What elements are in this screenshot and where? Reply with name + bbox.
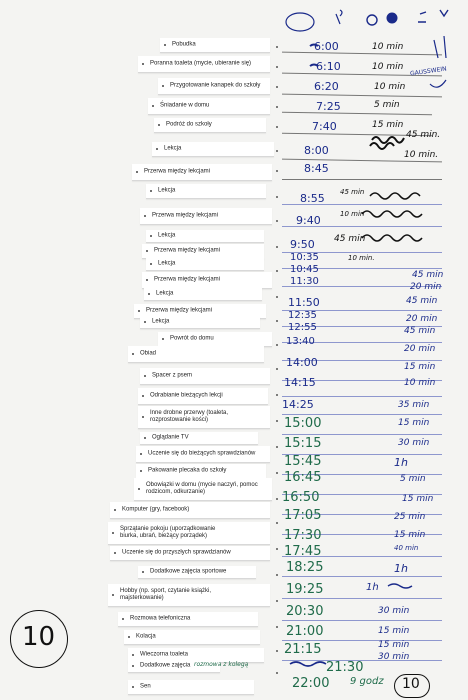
top-doodle-text: GAUSSWEIN — [409, 65, 448, 78]
time-entry: 22:00 — [292, 676, 330, 691]
duration-entry: 20 min — [410, 282, 442, 292]
time-entry: 15:15 — [284, 436, 322, 451]
duration-entry: 10 min. — [348, 254, 375, 262]
time-entry: 8:00 — [304, 144, 329, 157]
duration-entry: 35 min — [398, 400, 430, 410]
activity-label: Lekcja — [158, 260, 176, 267]
activity-label: Oglądanie TV — [152, 434, 189, 441]
activity-label: Obowiązki w domu (mycie naczyń, pomoc rodzicom, odkurzanie) — [146, 482, 258, 495]
activity-label: Sprzątanie pokoju (uporządkowanie biurka, ubrań, bieżący porządek) — [120, 526, 216, 539]
time-entry: 14:00 — [286, 356, 318, 369]
duration-entry: 45 min. — [406, 130, 441, 140]
time-entry: 21:30 — [326, 660, 364, 675]
duration-entry: 9 godz — [350, 676, 384, 687]
activity-label: Lekcja — [158, 232, 176, 239]
activity-label: Podróż do szkoły — [166, 121, 212, 128]
time-entry: 6:20 — [314, 80, 339, 93]
activity-label: Uczenie się do przyszłych sprawdzianów — [122, 549, 231, 556]
duration-entry: 30 min — [398, 438, 430, 448]
time-entry: 18:25 — [286, 560, 324, 575]
time-entry: 14:15 — [284, 376, 316, 389]
time-entry: 10:45 — [290, 264, 319, 275]
time-entry: 12:35 — [288, 310, 317, 321]
activity-label: Przygotowanie kanapek do szkoły — [170, 82, 261, 89]
duration-entry: 15 min — [372, 120, 404, 130]
duration-entry: 15 min — [402, 494, 434, 504]
duration-entry: 20 min — [404, 344, 436, 354]
activity-label: Lekcja — [164, 145, 182, 152]
time-entry: 21:00 — [286, 624, 324, 639]
time-entry: 10:35 — [290, 252, 319, 263]
activity-label: Wieczorna toaleta — [140, 651, 189, 658]
time-entry: 12:55 — [288, 322, 317, 333]
activity-label: Przerwa między lekcjami — [154, 276, 221, 283]
time-entry: 8:55 — [300, 192, 325, 205]
time-entry: 7:40 — [312, 120, 337, 133]
activity-label: Dodatkowe zajęcia — [140, 662, 191, 669]
time-entry: 17:30 — [284, 528, 322, 543]
duration-entry: 40 min — [394, 544, 419, 552]
page-number-right: 10 — [402, 676, 420, 692]
activity-label: Przerwa między lekcjami — [152, 212, 219, 219]
activity-label: Spacer z psem — [152, 372, 193, 379]
activity-label: Hobby (np. sport, czytanie książki, majsterkowanie) — [120, 588, 212, 601]
activity-label: Rozmowa telefoniczna — [130, 615, 191, 622]
activity-label: Śniadanie w domu — [160, 102, 210, 109]
activity-label: Przerwa między lekcjami — [146, 307, 213, 314]
time-entry: 11:50 — [288, 296, 320, 309]
time-entry: 9:50 — [290, 238, 315, 251]
duration-entry: 10 min. — [404, 150, 439, 160]
duration-entry: 30 min — [378, 606, 410, 616]
activity-label: Lekcja — [152, 318, 170, 325]
duration-entry: 45 min — [340, 188, 365, 196]
activity-label: Inne drobne przerwy (toaleta, rozprostowanie kości) — [150, 410, 229, 423]
duration-entry: 15 min — [378, 626, 410, 636]
time-entry: 20:30 — [286, 604, 324, 619]
activity-label: Pobudka — [172, 41, 196, 48]
duration-entry: 10 min — [372, 62, 404, 72]
duration-entry: 15 min — [378, 640, 410, 650]
time-entry: 14:25 — [282, 398, 314, 411]
duration-entry: 15 min — [404, 362, 436, 372]
duration-entry: 10 min — [372, 42, 404, 52]
duration-entry: 5 min — [374, 100, 400, 110]
activity-label: Poranna toaleta (mycie, ubieranie się) — [150, 60, 252, 67]
duration-entry: 5 min — [400, 474, 426, 484]
activity-label: Odrabianie bieżących lekcji — [150, 392, 223, 399]
time-entry: 6:10 — [316, 60, 341, 73]
activity-label: Dodatkowe zajęcia sportowe — [150, 568, 227, 575]
activity-label: Kolacja — [136, 633, 156, 640]
time-entry: 13:40 — [286, 336, 315, 347]
extra-activity-note: rozmowa z kolegą — [194, 661, 249, 668]
time-entry: 15:00 — [284, 416, 322, 431]
duration-entry: 30 min — [378, 652, 410, 662]
duration-entry: 1h — [394, 456, 408, 469]
time-entry: 15:45 — [284, 454, 322, 469]
activity-label: Pakowanie plecaka do szkoły — [148, 467, 227, 474]
time-entry: 19:25 — [286, 582, 324, 597]
activity-label: Powrót do domu — [170, 335, 214, 342]
time-entry: 11:30 — [290, 276, 319, 287]
duration-entry: 1h — [394, 562, 408, 575]
duration-entry: 10 min — [340, 210, 365, 218]
activity-label: Przerwa między lekcjami — [144, 168, 211, 175]
duration-entry: 10 min — [404, 378, 436, 388]
duration-entry: 45 min — [412, 270, 444, 280]
duration-entry: 15 min — [398, 418, 430, 428]
time-entry: 21:15 — [284, 642, 322, 657]
time-entry: 16:50 — [282, 490, 320, 505]
activity-label: Sen — [140, 683, 151, 690]
activity-label: Uczenie się do bieżących sprawdzianów — [148, 450, 256, 457]
time-entry: 7:25 — [316, 100, 341, 113]
activity-label: Lekcja — [156, 290, 174, 297]
activity-label: Lekcja — [158, 187, 176, 194]
time-entry: 17:05 — [284, 508, 322, 523]
duration-entry: 25 min — [394, 512, 426, 522]
duration-entry: 45 min — [334, 234, 366, 244]
duration-entry: 15 min — [394, 530, 426, 540]
activity-label: Przerwa między lekcjami — [154, 247, 221, 254]
time-entry: 9:40 — [296, 214, 321, 227]
duration-entry: 1h — [366, 582, 379, 593]
duration-entry: 45 min — [404, 326, 436, 336]
duration-entry: 20 min — [406, 314, 438, 324]
duration-entry: 10 min — [374, 82, 406, 92]
time-entry: 8:45 — [304, 162, 329, 175]
activity-label: Komputer (gry, facebook) — [122, 506, 190, 513]
duration-entry: 45 min — [406, 296, 438, 306]
activity-label: Obiad — [140, 350, 157, 357]
time-entry: 17:45 — [284, 544, 322, 559]
time-entry: 16:45 — [284, 470, 322, 485]
page-number-left: 10 — [22, 622, 56, 652]
time-entry: 6:00 — [314, 40, 339, 53]
